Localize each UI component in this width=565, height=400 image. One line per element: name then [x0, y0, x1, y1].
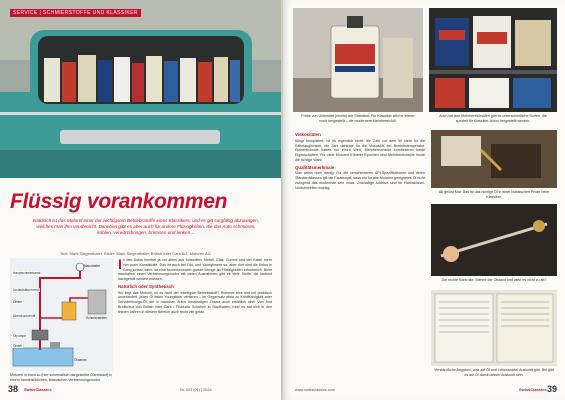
col2-intro: n den Autos bereitet ja vor allem aus fortstoffen: Metall, Glas, Gummi und viel Kabel mehr von purer Kunststoffe. Das ist auch bei Old- und Youngtimern so, aber dort sind die Autos in Gang setzen kann, ist eine bemerkenswert grosse Menge an Flüssigkeiten erforderlich. Beim namhaften einen Verbrennungsmotor mit vielen Ausnahmen gibt es viele Stoffe, die laufend nachgefüllt werden müssen. — [118, 258, 272, 281]
diagram-caption: Motoren in etwa so (hier schematisch dargestellte Ölkreislauf) in einem handelsüblichen, klassischen Verbrennungsmotor. — [10, 373, 113, 382]
issue-footer: Nr. 103 (01) | 2024 — [180, 388, 212, 392]
oil-labels-photo — [431, 290, 557, 366]
dipstick-photo — [431, 204, 557, 276]
caption-labels: Verständliche Angaben, was auf Öl und Lebensmittel Auskunft gibt. Bei gibt es auf Öl damit besser Auskunft sein. — [434, 368, 554, 377]
right-body-column-1 — [295, 130, 425, 380]
oil-pouring-photo — [431, 130, 557, 188]
heading-viskositaeten: Viskositäten — [295, 132, 321, 137]
right-page — [283, 0, 565, 400]
left-page — [0, 0, 282, 400]
col2-body: Wo liegt das Motoröl, ist es nicht der wichtigste Betriebsstoff? Rummer eins und mit praktisch unverändert, jedes Öl fallen Youngtimer verlieren – im Gegensatz etwa zu Kühlflüssigkeit oder Servolenkungs-Öl, die in manchen Autos beständigen Zusatz auch erhältlich sind. Von Jost Breitkreuz von British Inter Cars / Products Schuhen in Stadthafen, rund es hat sich in den letzten Jahren in diesem Bereich auch recht viel getan. — [118, 290, 272, 314]
section-tab: SERVICE | SCHMIERSTOFFE UND KLASSIKER — [10, 9, 141, 17]
article-byline: Text: Mark Siegenthaler, Bilder: Mark Siegenthaler, British Inter Cars AG, Motorex AG — [60, 251, 211, 256]
article-headline: Flüssig vorankommen — [10, 190, 228, 213]
heading-qualitaetsmerkmale: Qualitätsmerkmale — [295, 164, 335, 170]
label-manometer: Manometer — [84, 264, 101, 268]
brand-footer-right: SwissClassics — [519, 387, 547, 392]
label-oelfilter: Ölfilter — [13, 300, 23, 304]
oil-bottle-photo — [293, 8, 423, 112]
page-number-left: 38 — [8, 384, 19, 394]
left-body-column — [118, 258, 272, 314]
label-umlaufsteuerventil: Umlaufsteuerventil — [13, 288, 40, 292]
body-qualitaetsmerkmale: Man weiss noch wenig: Für die verschiedenen API-Spezifikationen und deren Standardklassen gilt die Faustregel, dass ein für alte Motoren geeignetes Öl nicht zwingend das modernste sein muss. Zinkhaltige Additive sind für Flachstössel-Nockenwellen wichtig. — [295, 171, 425, 190]
oil-circuit-diagram — [10, 258, 113, 371]
caption-pour: Ab gelöst Mal: Das ist das richtige Öl in einer klassischen Pruze beim Klassiker. — [438, 190, 550, 199]
label-ueberdruckventil: Überdruckventil — [13, 314, 36, 318]
label-schmierstellen: Schmierstellen — [86, 316, 107, 320]
page-number-right: 39 — [547, 384, 558, 394]
caption-dipstick: Die rechte Kontrolle: Stimmt der Ölstand und wirkt es nicht zu alt? — [441, 278, 547, 282]
oil-shelf-photo — [429, 8, 557, 112]
hero-photo — [0, 0, 282, 178]
caption-oil-bottle: Frühe von Unbestritt (rechts) der Standard. Für Klassiker wird er immer noch hergestellt – die modernere Mehrbereichöl. — [301, 114, 415, 123]
col2-heading: Natürlich oder Synthetisch — [118, 283, 174, 289]
article-lead: Natürlich ist das Motoröl einer der wichtigsten Betriebsstoffe eines Klassikers, und es gilt sorgfältig abzuwägen, welches man ihm verabreicht. Daneben gibt es aber auch für andere Flüssigkeiten, die das Auto schmieren, kühlen, verwärtsbringen, bremsen und lenken… — [33, 218, 259, 236]
label-hauptschmierkanal: Hauptschmierkanal — [13, 271, 41, 275]
brand-footer-left: SwissClassics — [24, 387, 52, 392]
url-footer: www.swissclassics.com — [295, 388, 335, 392]
drop-cap: I — [118, 256, 122, 272]
label-oelpumpe: Ölpumpe — [13, 334, 26, 338]
label-oelwanne: Ölwanne — [74, 358, 87, 362]
body-viskositaeten: Klingt kompliziert, ist es eigentlich nicht: die Zahl vor dem W steht für die Kältetauglichkeit, die Zahl dahinter für die Viskosität bei Betriebstemperatur. Einbereichsöle hatten nur einen Wert, Mehrbereichsöle kombinieren beide Eigenschaften. Für viele Motoren früherer Epochen sind Mehrbereichsöle heute die richtige Wahl. — [295, 138, 425, 162]
label-oelsieb: Ölsieb — [13, 344, 23, 348]
caption-shelf: Auch bei den Mehrbereichsölen gibt es unterschiedliche Sorten, die speziell für Klassiker-Autos hergestellt werden. — [439, 114, 547, 123]
